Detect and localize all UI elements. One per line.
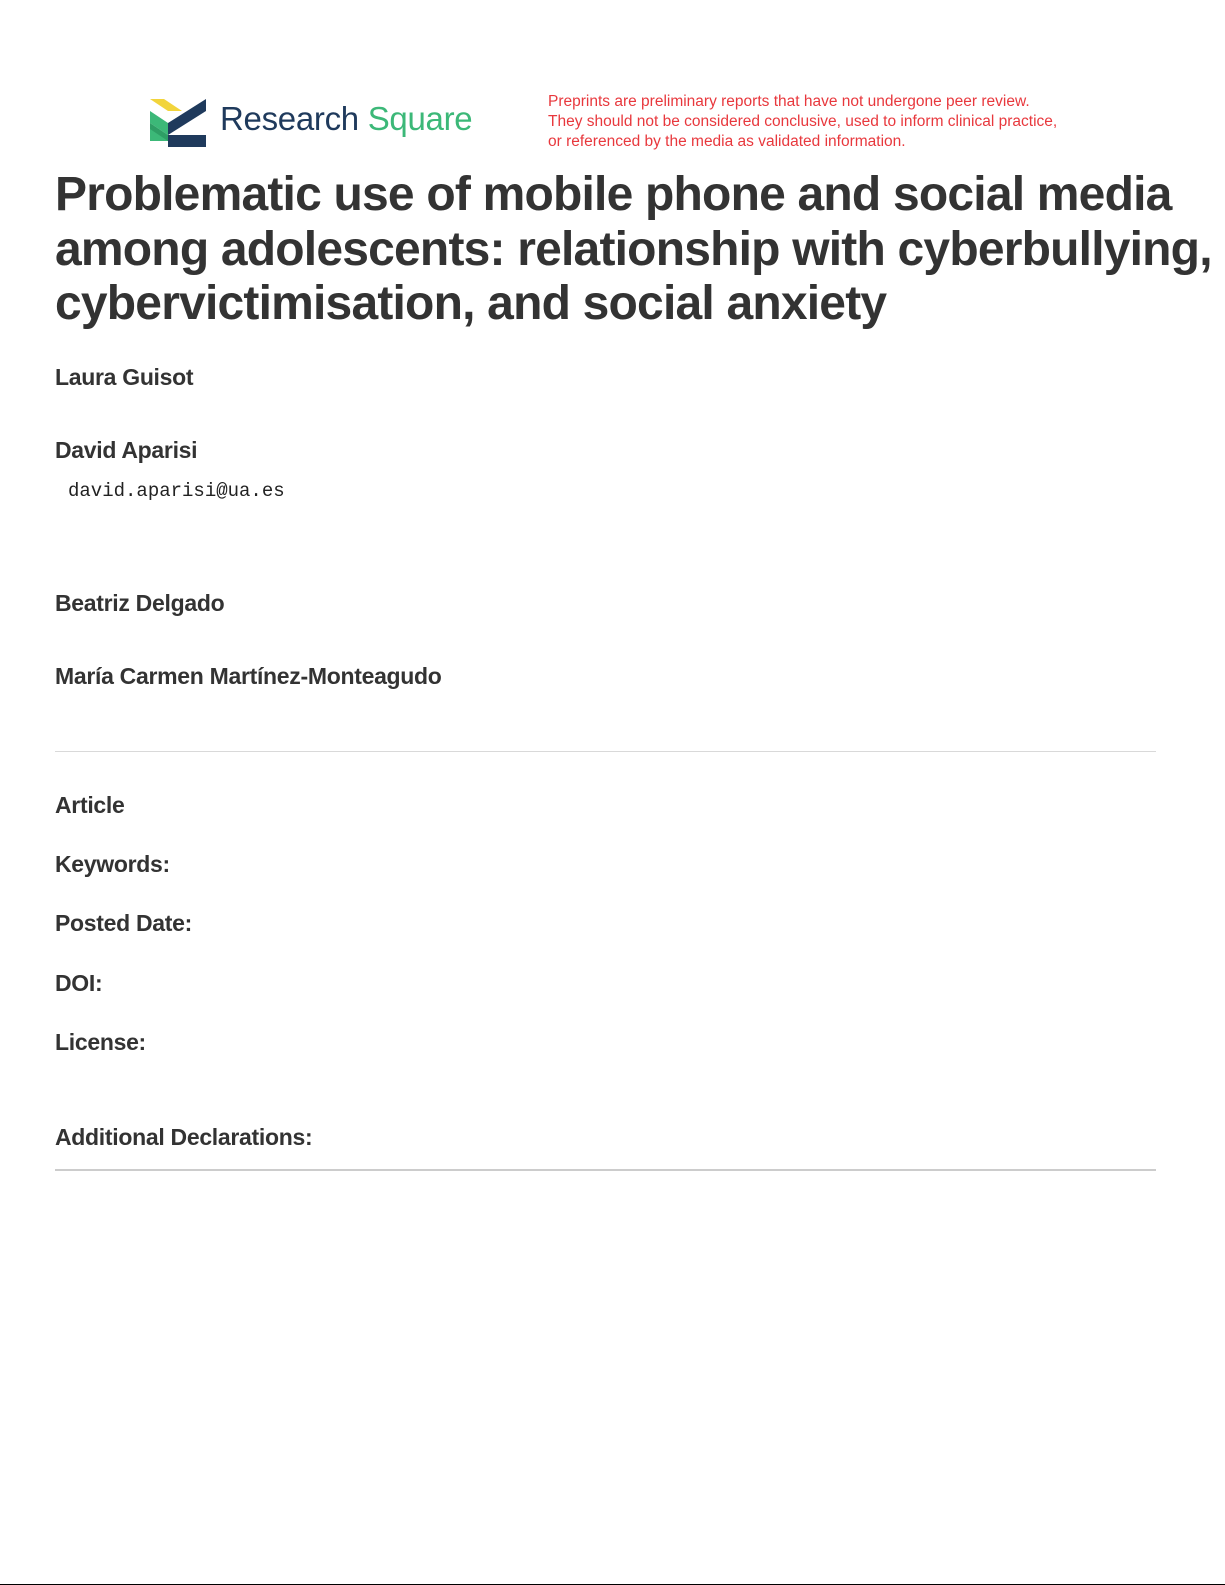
brand-word-research: Research	[220, 100, 359, 137]
research-square-logo-icon	[148, 97, 208, 147]
section-divider	[55, 1169, 1156, 1171]
author-name[interactable]: María Carmen Martínez-Monteagudo	[55, 663, 442, 689]
brand-word-square: Square	[367, 100, 473, 137]
article-type: Article	[55, 792, 125, 818]
doi-label: DOI:	[55, 970, 103, 996]
disclaimer-line: or referenced by the media as validated information.	[548, 133, 906, 150]
posted-date-label: Posted Date:	[55, 910, 192, 936]
paper-title	[55, 168, 1212, 332]
title-line: among adolescents: relationship with cyberbullying,	[55, 222, 1212, 276]
keywords-label: Keywords:	[55, 851, 170, 877]
disclaimer-line: They should not be considered conclusive, used to inform clinical practice,	[548, 113, 1058, 130]
additional-declarations-label: Additional Declarations:	[55, 1124, 313, 1150]
author-name[interactable]: Laura Guisot	[55, 364, 194, 390]
section-divider	[55, 751, 1156, 752]
author-name[interactable]: Beatriz Delgado	[55, 590, 225, 616]
header	[0, 0, 1225, 160]
brand-wordmark	[220, 100, 472, 138]
author-email[interactable]: david.aparisi@ua.es	[68, 480, 285, 502]
author-name[interactable]: David Aparisi	[55, 437, 198, 463]
disclaimer-line: Preprints are preliminary reports that have not undergone peer review.	[548, 93, 1030, 110]
title-line: cybervictimisation, and social anxiety	[55, 277, 887, 330]
preprint-disclaimer	[548, 92, 1088, 152]
title-line: Problematic use of mobile phone and social media	[55, 168, 1172, 221]
license-label: License:	[55, 1029, 146, 1055]
